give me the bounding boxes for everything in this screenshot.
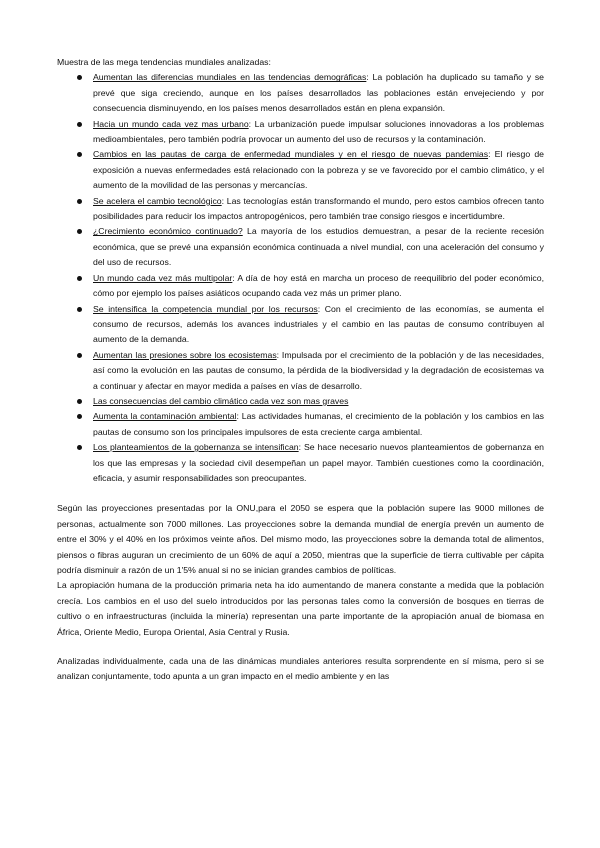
bullet-icon [77,353,82,358]
trend-title: Cambios en las pautas de carga de enfermedad mundiales y en el riesgo de nuevas pandemias [93,149,489,160]
trend-title: Hacia un mundo cada vez mas urbano [93,118,249,129]
trend-text: A día de hoy está en marcha un proceso de reequilibrio del poder económico, cómo por ejemplo los países asiáticos ocupando cada vez más un primer plano. [93,272,544,299]
bullet-icon [77,307,82,312]
intro-line: Muestra de las mega tendencias mundiales analizadas: [57,57,271,67]
trend-text: Las tecnologías están transformando el mundo, pero estos cambios ofrecen tanto posibilidades para reducir los impactos antropogénicos, pero también trae consigo riesgos e incertidumbre. [93,195,544,222]
trend-sep: : [232,272,235,283]
bullet-icon [77,414,82,419]
trend-sep: : [317,303,321,314]
list-item [57,409,544,440]
trend-text: Se hace necesario nuevos planteamientos de gobernanza en los que las empresas y la sociedad civil desempeñan un papel mayor. También cuestiones como la coordinación, eficacia, y asumir responsabilidades son preocupantes. [93,442,544,483]
trends-list [57,70,544,486]
bullet-icon [77,152,82,157]
paragraph-analysis: Analizadas individualmente, cada una de las dinámicas mundiales anteriores resulta sorprendente en sí misma, pero si se analizan conjuntamente, todo apunta a un gran impacto en el medio ambiente y en las [57,656,544,682]
trend-title: Aumentan las diferencias mundiales en las tendencias demográficas [93,72,367,83]
trend-title: Un mundo cada vez más multipolar [93,272,233,283]
list-item [57,348,544,394]
list-item [57,440,544,486]
trend-text: Las actividades humanas, el crecimiento de la población y los cambios en las pautas de consumo son los principales impulsores de esta creciente carga ambiental. [93,411,544,437]
bullet-icon [77,122,82,127]
trend-text: El riesgo de exposición a nuevas enfermedades está relacionado con la pobreza y se ve favorecido por el cambio climático, y el aumento de la movilidad de las personas y mercancías. [93,149,544,191]
paragraph-projections: Según las proyecciones presentadas por la ONU,para el 2050 se espera que la población supere las 9000 millones de personas, actualmente son 7000 millones. Las proyecciones sobre la demanda mundial de energía prevén un aumento de entre el 30% y el 40% en los próximos veinte años. Del mismo modo, las proyecciones sobre la demanda total de alimentos, piensos o fibras auguran un crecimiento de un 60% de aquí a 2050, mientras que la superficie de tierra cultivable per cápita podría disminuir a razón de un 1'5% anual si no se inician grandes cambios de políticas. [57,503,544,575]
trend-title: Las consecuencias del cambio climático cada vez son mas graves [93,395,349,406]
trend-sep: : [488,149,491,160]
trend-sep: : [298,442,302,453]
list-item [57,394,544,409]
trend-sep: : [276,349,280,360]
list-item [57,271,544,302]
trend-text: La urbanización puede impulsar soluciones innovadoras a los problemas medioambientales, pero también podría provocar un aumento del uso de recursos y la contaminación. [93,118,544,145]
document-page [57,55,544,685]
paragraph-appropriation: La apropiación humana de la producción primaria neta ha ido aumentando de manera constante a medida que la población crecía. Los cambios en el uso del suelo introducidos por las personas tales como la conversión de bosques en tierras de cultivo o en infraestructuras (incluida la minería) representan una parte importante de la apropiación anual de biomasa en África, Oriente Medio, Europa Oriental, Asia Central y Rusia. [57,580,544,637]
trend-title: Los planteamientos de la gobernanza se intensifican [93,442,299,453]
trend-title: Aumentan las presiones sobre los ecosistemas [93,349,277,360]
trend-sep: : [236,411,239,422]
trend-title: ¿Crecimiento económico continuado? [93,226,243,237]
list-item [57,302,544,348]
bullet-icon [77,399,82,404]
trend-title: Aumenta la contaminación ambiental [93,411,237,422]
bullet-icon [77,276,82,281]
trend-sep: : [366,72,369,83]
list-item [57,224,544,270]
list-item [57,70,544,116]
trend-text: La población ha duplicado su tamaño y se prevé que siga creciendo, aunque en los países desarrollados las poblaciones están envejeciendo y por consecuencia disminuyendo, en los países menos desarrollados están en plena expansión. [93,72,544,114]
bullet-icon [77,199,82,204]
bullet-icon [77,229,82,234]
trend-sep: : [221,195,225,206]
list-item [57,117,544,148]
trend-title: Se acelera el cambio tecnológico [93,195,222,206]
list-item [57,147,544,193]
trend-text: La mayoría de los estudios demuestran, a pesar de la reciente recesión económica, que se prevé una expansión económica continuada a nivel mundial, con una aceleración del consumo y del uso de recursos. [93,226,544,268]
trend-sep: : [248,118,252,129]
bullet-icon [77,445,82,450]
bullet-icon [77,75,82,80]
list-item [57,194,544,225]
trend-text: Impulsada por el crecimiento de la población y de las necesidades, así como la evolución en las pautas de consumo, la pérdida de la biodiversidad y la degradación de ecosistemas va a continuar y afectar en mayor medida a países en vías de desarrollo. [93,349,544,391]
trend-title: Se intensifica la competencia mundial por los recursos [93,303,318,314]
trend-text: Con el crecimiento de las economías, se aumenta el consumo de recursos, además los avances industriales y el cambio en las pautas de consumo contribuyen al aumento de la demanda. [93,303,544,345]
